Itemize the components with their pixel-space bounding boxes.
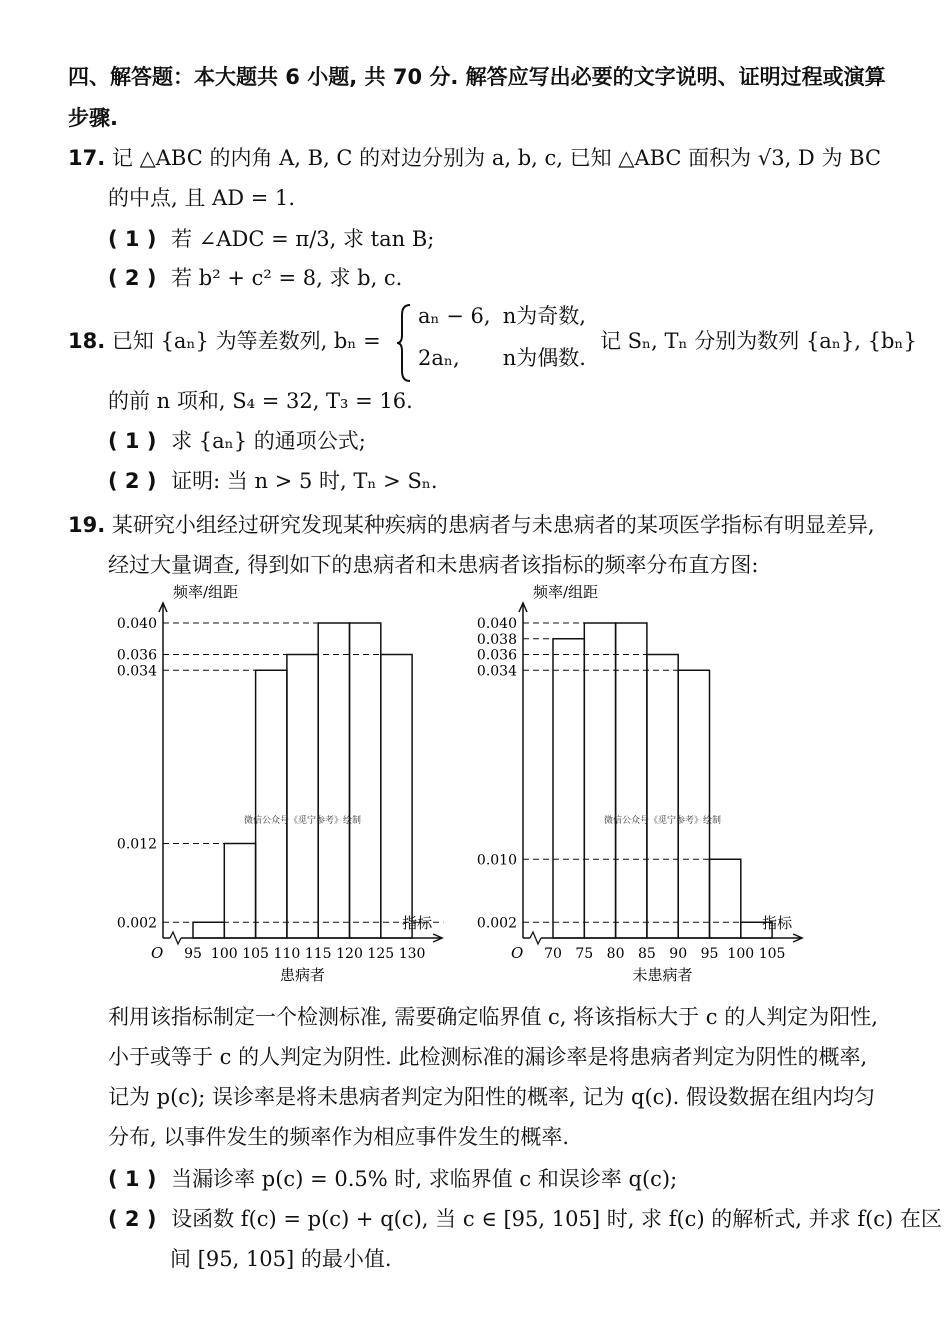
x-tick-label: 80 bbox=[606, 946, 625, 962]
y-tick-label: 0.040 bbox=[476, 616, 517, 632]
origin-label: O bbox=[511, 944, 524, 962]
x-axis-label: 指标 bbox=[762, 914, 793, 932]
q17-part2 bbox=[108, 263, 402, 293]
q19-number: 19. bbox=[68, 513, 106, 537]
histogram-bar bbox=[678, 670, 709, 938]
x-tick-label: 95 bbox=[700, 946, 719, 962]
q19-part1-text: 当漏诊率 p(c) = 0.5% 时, 求临界值 c 和误诊率 q(c); bbox=[171, 1167, 678, 1191]
y-tick-label: 0.034 bbox=[476, 663, 517, 680]
y-tick-label: 0.036 bbox=[116, 647, 157, 664]
q19-para2: 小于或等于 c 的人判定为阴性. 此检测标准的漏诊率是将患病者判定为阴性的概率, bbox=[108, 1045, 868, 1069]
y-tick-label: 0.034 bbox=[116, 663, 157, 680]
q18-part2-text: 证明: 当 n > 5 时, Tₙ > Sₙ. bbox=[171, 469, 438, 493]
q18-line1 bbox=[68, 326, 381, 356]
histogram-bar bbox=[616, 623, 647, 938]
axis-break-icon bbox=[530, 932, 541, 944]
q18-case1-cond: n为奇数, bbox=[502, 304, 586, 328]
q18-part1-text: 求 {aₙ} 的通项公式; bbox=[171, 429, 366, 453]
histogram-bar bbox=[318, 623, 349, 938]
q19-line1 bbox=[68, 510, 875, 540]
q18-piecewise bbox=[396, 301, 596, 386]
q19-line2: 经过大量调查, 得到如下的患病者和未患病者该指标的频率分布直方图: bbox=[108, 553, 759, 577]
histogram-bar bbox=[553, 639, 584, 938]
q19-part1-label: ( 1 ) bbox=[108, 1167, 157, 1191]
histogram-bar bbox=[193, 922, 224, 938]
q18-part2-label: ( 2 ) bbox=[108, 469, 157, 493]
x-tick-label: 75 bbox=[575, 946, 594, 962]
histogram-bar bbox=[710, 859, 741, 938]
y-axis-label: 频率/组距 bbox=[173, 583, 239, 601]
histogram-bar bbox=[381, 655, 412, 939]
chart-title: 患病者 bbox=[280, 966, 326, 984]
q18-tail: 记 Sₙ, Tₙ 分别为数列 {aₙ}, {bₙ} bbox=[600, 329, 917, 353]
y-tick-label: 0.038 bbox=[476, 631, 517, 648]
histogram-bar bbox=[350, 623, 381, 938]
x-tick-label: 85 bbox=[637, 946, 656, 962]
q19-part2-cont: 间 [95, 105] 的最小值. bbox=[170, 1247, 392, 1271]
y-axis-label: 频率/组距 bbox=[533, 583, 599, 601]
q18-case2 bbox=[418, 343, 586, 373]
q17-line1 bbox=[68, 143, 881, 173]
x-tick-label: 95 bbox=[184, 946, 202, 962]
q17-part2-label: ( 2 ) bbox=[108, 266, 157, 290]
x-tick-label: 105 bbox=[758, 946, 786, 962]
x-tick-label: 125 bbox=[367, 946, 395, 962]
x-tick-label: 110 bbox=[273, 946, 301, 962]
q18-case2-cond: n为偶数. bbox=[502, 346, 586, 370]
q19-text-1: 某研究小组经过研究发现某种疾病的患病者与未患病者的某项医学指标有明显差异, bbox=[111, 513, 875, 537]
q17-part1 bbox=[108, 224, 434, 254]
x-tick-label: 100 bbox=[727, 946, 755, 962]
q17-part1-label: ( 1 ) bbox=[108, 227, 157, 251]
section-heading-cont: 步骤. bbox=[68, 106, 118, 130]
x-axis-label: 指标 bbox=[402, 914, 433, 932]
left-brace-icon bbox=[396, 303, 412, 383]
q19-para3: 记为 p(c); 误诊率是将未患病者判定为阳性的概率, 记为 q(c). 假设数据在组内均匀 bbox=[108, 1085, 875, 1109]
origin-label: O bbox=[151, 944, 164, 962]
histogram-patients bbox=[105, 578, 465, 988]
watermark-text: 微信公众号《觅宁参考》绘制 bbox=[244, 816, 362, 826]
y-tick-label: 0.002 bbox=[116, 915, 157, 932]
section-heading: 四、解答题：本大题共 6 小题, 共 70 分. 解答应写出必要的文字说明、证明过程或演算 bbox=[68, 65, 886, 89]
x-tick-label: 70 bbox=[544, 946, 562, 962]
y-tick-label: 0.012 bbox=[116, 836, 157, 853]
q17-part1-text: 若 ∠ADC = π/3, 求 tan B; bbox=[171, 227, 435, 251]
q19-para1: 利用该指标制定一个检测标准, 需要确定临界值 c, 将该指标大于 c 的人判定为阳性, bbox=[108, 1005, 878, 1029]
q18-lead: 已知 {aₙ} 为等差数列, bₙ = bbox=[111, 329, 381, 353]
q18-line2: 的前 n 项和, S₄ = 32, T₃ = 16. bbox=[108, 389, 413, 413]
histogram-non-patients bbox=[465, 578, 825, 988]
watermark-text: 微信公众号《觅宁参考》绘制 bbox=[604, 816, 722, 826]
x-tick-label: 130 bbox=[398, 946, 426, 962]
q18-part1-label: ( 1 ) bbox=[108, 429, 157, 453]
histogram-bar bbox=[256, 670, 287, 938]
q18-case2-expr: 2aₙ, bbox=[418, 346, 460, 370]
y-tick-label: 0.010 bbox=[476, 852, 517, 869]
q17-part2-text: 若 b² + c² = 8, 求 b, c. bbox=[171, 266, 403, 290]
q18-part2 bbox=[108, 466, 438, 496]
y-tick-label: 0.040 bbox=[116, 616, 157, 632]
histogram-bar bbox=[647, 655, 678, 939]
histogram-bar bbox=[224, 844, 255, 939]
q18-case1 bbox=[418, 301, 586, 331]
x-tick-label: 115 bbox=[304, 946, 332, 962]
q18-part1 bbox=[108, 426, 366, 456]
x-tick-label: 90 bbox=[669, 946, 688, 962]
q17-number: 17. bbox=[68, 146, 106, 170]
q19-part2-label: ( 2 ) bbox=[108, 1207, 157, 1231]
q17-text-1: 记 △ABC 的内角 A, B, C 的对边分别为 a, b, c, 已知 △ABC 面积为 √3, D 为 BC bbox=[111, 146, 882, 170]
histogram-bar bbox=[287, 655, 318, 939]
y-tick-label: 0.002 bbox=[476, 915, 517, 932]
q19-part2 bbox=[108, 1204, 942, 1234]
chart-title: 未患病者 bbox=[632, 966, 693, 984]
axis-break-icon bbox=[170, 932, 181, 944]
q19-part2-text: 设函数 f(c) = p(c) + q(c), 当 c ∈ [95, 105] 时, 求 f(c) 的解析式, 并求 f(c) 在区 bbox=[171, 1207, 942, 1231]
x-tick-label: 100 bbox=[210, 946, 238, 962]
q19-part1 bbox=[108, 1164, 677, 1194]
q19-para4: 分布, 以事件发生的频率作为相应事件发生的概率. bbox=[108, 1125, 570, 1149]
q17-line2: 的中点, 且 AD = 1. bbox=[108, 186, 296, 210]
q18-case1-expr: aₙ − 6, bbox=[418, 304, 491, 328]
q18-number: 18. bbox=[68, 329, 106, 353]
x-tick-label: 120 bbox=[336, 946, 363, 962]
y-tick-label: 0.036 bbox=[476, 647, 517, 664]
x-tick-label: 105 bbox=[242, 946, 269, 962]
